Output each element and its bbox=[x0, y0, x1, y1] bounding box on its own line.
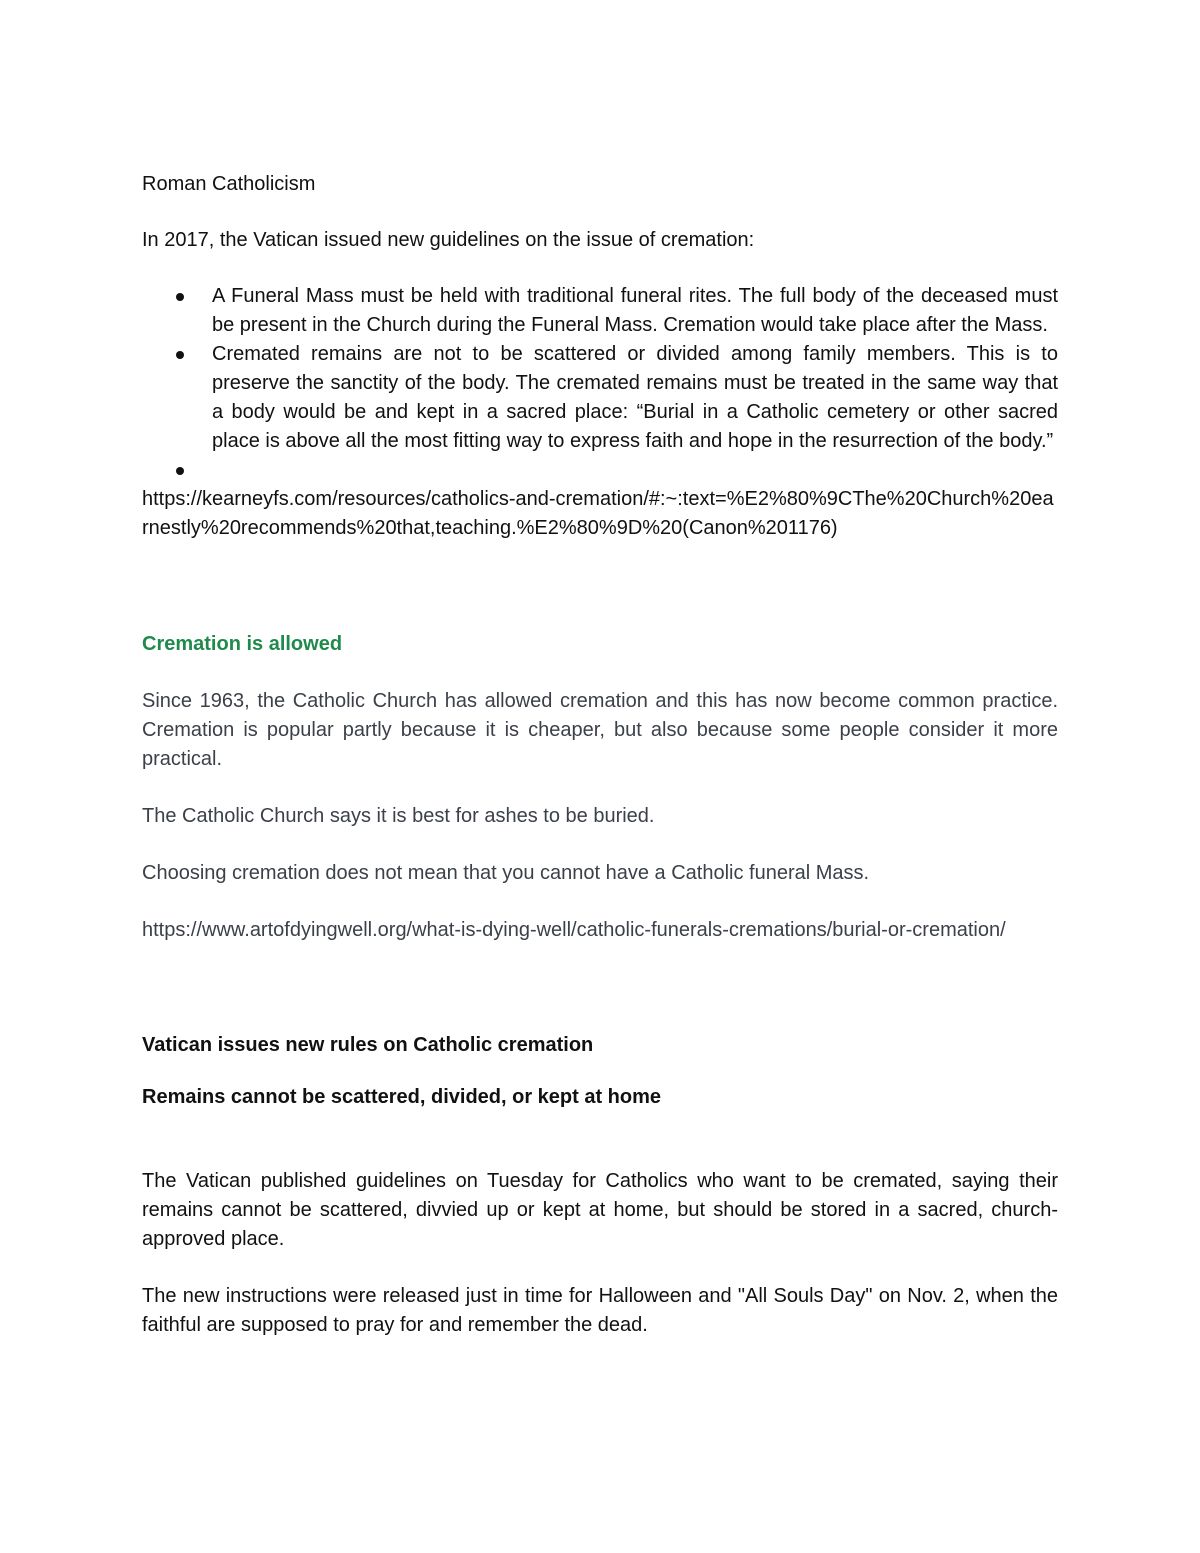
document-title: Roman Catholicism bbox=[142, 173, 316, 195]
cremation-allowed-paragraph: Since 1963, the Catholic Church has allowed cremation and this has now become common practice. Cremation is popular partly because it is cheaper, but also because some people consider it more practical. bbox=[142, 690, 1058, 770]
guidelines-list bbox=[142, 282, 1058, 485]
list-item-text: A Funeral Mass must be held with traditional funeral rites. The full body of the deceased must be present in the Church during the Funeral Mass. Cremation would take place after the Mass. bbox=[212, 285, 1058, 336]
bullet-icon bbox=[176, 293, 184, 301]
section-subheading-remains: Remains cannot be scattered, divided, or kept at home bbox=[142, 1086, 662, 1108]
all-souls-paragraph: The new instructions were released just in time for Halloween and "All Souls Day" on Nov. 2, when the faithful are supposed to pray for and remember the dead. bbox=[142, 1285, 1058, 1336]
ashes-buried-paragraph: The Catholic Church says it is best for ashes to be buried. bbox=[142, 805, 655, 827]
list-item bbox=[142, 340, 1058, 456]
section-heading-cremation-allowed: Cremation is allowed bbox=[142, 633, 343, 655]
bullet-icon bbox=[176, 351, 184, 359]
source-url-kearneyfs[interactable]: https://kearneyfs.com/resources/catholics-and-cremation/#:~:text=%E2%80%9CThe%20Church%20earnestly%20recommends%20that,teaching.%E2%80%9D%20(Canon%201176) bbox=[142, 488, 1054, 539]
source-url-artofdyingwell[interactable]: https://www.artofdyingwell.org/what-is-dying-well/catholic-funerals-cremations/burial-or-cremation/ bbox=[142, 919, 1006, 941]
vatican-guidelines-paragraph: The Vatican published guidelines on Tuesday for Catholics who want to be cremated, saying their remains cannot be scattered, divvied up or kept at home, but should be stored in a sacred, church-approved place. bbox=[142, 1170, 1058, 1250]
bullet-icon bbox=[176, 467, 184, 475]
list-item bbox=[142, 456, 1058, 485]
funeral-mass-paragraph: Choosing cremation does not mean that you cannot have a Catholic funeral Mass. bbox=[142, 862, 870, 884]
list-item bbox=[142, 282, 1058, 340]
list-item-text: Cremated remains are not to be scattered or divided among family members. This is to preserve the sanctity of the body. The cremated remains must be treated in the same way that a body would be and kept in a sacred place: “Burial in a Catholic cemetery or other sacred place is above all the most fitting way to express faith and hope in the resurrection of the body.” bbox=[212, 343, 1058, 452]
intro-paragraph: In 2017, the Vatican issued new guidelines on the issue of cremation: bbox=[142, 229, 755, 251]
section-heading-vatican-rules: Vatican issues new rules on Catholic cremation bbox=[142, 1034, 594, 1056]
